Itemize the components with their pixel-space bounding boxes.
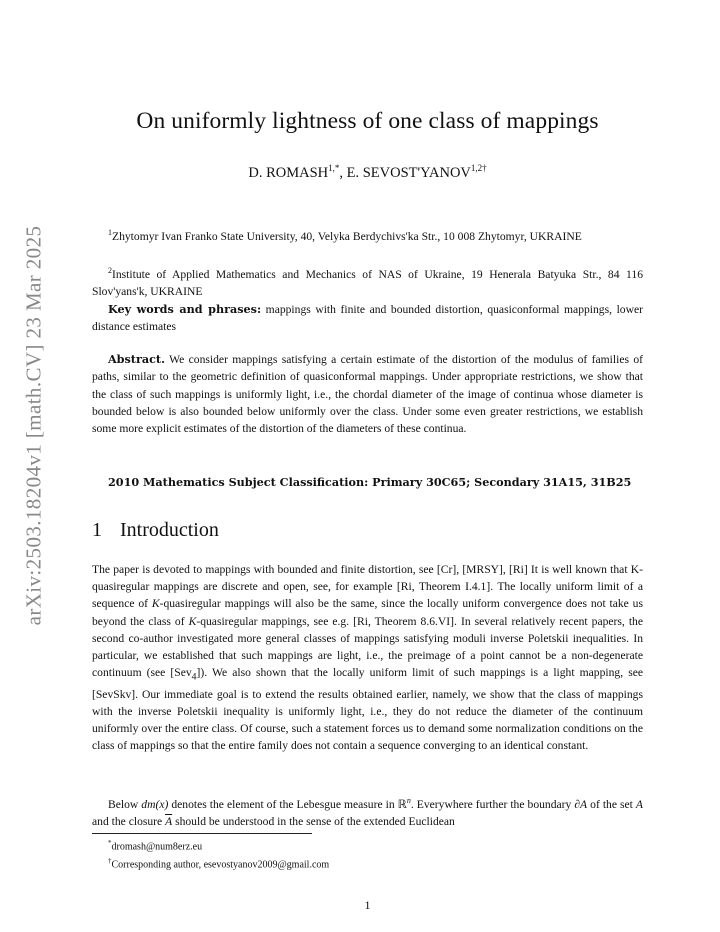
- footnote-1-mark: *: [108, 839, 112, 847]
- footnote-1: [108, 836, 643, 854]
- p1-text-a: The paper is devoted to mappings with bounded and finite distortion, see [Cr], [MRSY], [Ri] It is well known that K-quasiregular mappings are discrete and open, see, for example [Ri, Theorem I.4.1]. The locally uniform limit of a sequence of: [92, 563, 643, 611]
- arxiv-side-stamp: [14, 204, 54, 646]
- msc-classification: 2010 Mathematics Subject Classification: Primary 30C65; Secondary 31A15, 31B25: [108, 475, 632, 489]
- p1-text-c: -quasiregular mappings, see e.g. [Ri, Theorem 8.6.VI]. In several relatively recent papers, the second co-author investigated more general classes of mappings satisfying moduli inverse Poletskii inequalities. In particular, we established that such mappings are light, i.e., the preimage of a point cannot be a non-degenerate continuum (see [Sev: [92, 614, 643, 680]
- footnotes: [108, 836, 643, 873]
- p2-math-closure: $\overline{A}$: [165, 815, 173, 829]
- section-heading: [92, 519, 219, 542]
- p2-text-b: denotes the element of the Lebesgue measure in: [168, 797, 398, 811]
- p2-text-d: of the set: [587, 797, 636, 811]
- affiliation-2-mark: 2: [108, 266, 112, 275]
- author-2: E. SEVOST'YANOV: [346, 164, 471, 181]
- author-2-sup: 1,2†: [470, 163, 487, 173]
- footnote-1-text: dromash@num8erz.eu: [111, 841, 203, 853]
- affiliation-1-mark: 1: [108, 228, 112, 237]
- keywords-text: mappings with finite and bounded distortion, quasiconformal mappings, lower distance estimates: [92, 303, 643, 333]
- author-1: D. ROMASH: [248, 164, 329, 181]
- p2-math-set-a: A: [635, 797, 644, 811]
- abstract-text: We consider mappings satisfying a certain estimate of the distortion of the modulus of families of paths, similar to the geometric definition of quasiconformal mappings. Under appropriate restrictions, we show that the class of such mappings is uniformly light, i.e., the chordal diameter of the image of continua whose diameter is bounded below is also bounded below uniformly over the class. Under some even greater restrictions, we establish some more explicit estimates of the distortion of the diameters of these continua.: [92, 353, 643, 436]
- p1-math-k2: K: [188, 614, 197, 628]
- affiliation-2: [92, 262, 643, 300]
- p1-math-k1: K: [151, 597, 160, 611]
- p2-text-e: and the closure: [92, 815, 166, 829]
- p2-math-boundary: ∂A: [574, 797, 588, 811]
- abstract-label: Abstract.: [108, 352, 165, 366]
- p2-math-dm: dm(x): [141, 797, 169, 811]
- p1-sev-subscript: 4: [191, 671, 197, 683]
- footnote-2: [108, 854, 643, 872]
- p2-math-rn: ℝ: [397, 797, 407, 811]
- p2-math-rn-sup: n: [406, 796, 411, 805]
- paper-title: On uniformly lightness of one class of mappings: [136, 108, 599, 134]
- footnote-2-mark: †: [108, 857, 112, 866]
- p2-text-f: should be understood in the sense of the extended Euclidean: [172, 815, 455, 829]
- p2-text-a: Below: [108, 797, 142, 811]
- affiliation-1: [92, 224, 643, 245]
- keywords: [92, 301, 643, 335]
- p2-text-c: . Everywhere further the boundary: [410, 797, 575, 811]
- p1-text-b: -quasiregular mappings will also be the same, since the locally uniform convergence does not take us beyond the class of: [92, 597, 643, 628]
- page-number: 1: [364, 898, 371, 912]
- footnote-divider: [92, 833, 312, 834]
- section-number: 1: [92, 519, 102, 541]
- arxiv-id: arXiv:2503.18204v1 [math.CV] 23 Mar 2025: [21, 225, 46, 625]
- abstract: [92, 351, 643, 437]
- author-line: [92, 163, 643, 182]
- author-1-sup: 1,*: [328, 163, 340, 173]
- affiliation-2-text: Institute of Applied Mathematics and Mechanics of NAS of Ukraine, 19 Henerala Batyuka Str., 84 116 Slov'yans'k, UKRAINE: [92, 267, 643, 298]
- section-title: Introduction: [120, 519, 219, 541]
- author-separator: ,: [339, 164, 347, 181]
- keywords-label: Key words and phrases:: [108, 302, 262, 316]
- intro-paragraph-2: [92, 792, 643, 830]
- footnote-2-text: Corresponding author, esevostyanov2009@gmail.com: [111, 859, 330, 871]
- p1-text-d: ]). We also shown that the locally uniform limit of such mappings is a light mapping, see [SevSkv]. Our immediate goal is to extend the results obtained earlier, namely, we show that the class of mappings with the inverse Poletskii inequality is uniformly light, i.e., they do not reduce the diameter of the continuum uniformly over the entire class. Of course, such a statement forces us to demand some normalization conditions on the class of mappings so that the entire family does not contain a sequence converging to an identical constant.: [92, 666, 643, 753]
- affiliation-1-text: Zhytomyr Ivan Franko State University, 40, Velyka Berdychivs'ka Str., 10 008 Zhytomyr, UKRAINE: [112, 229, 582, 243]
- intro-paragraph-1: [92, 561, 643, 755]
